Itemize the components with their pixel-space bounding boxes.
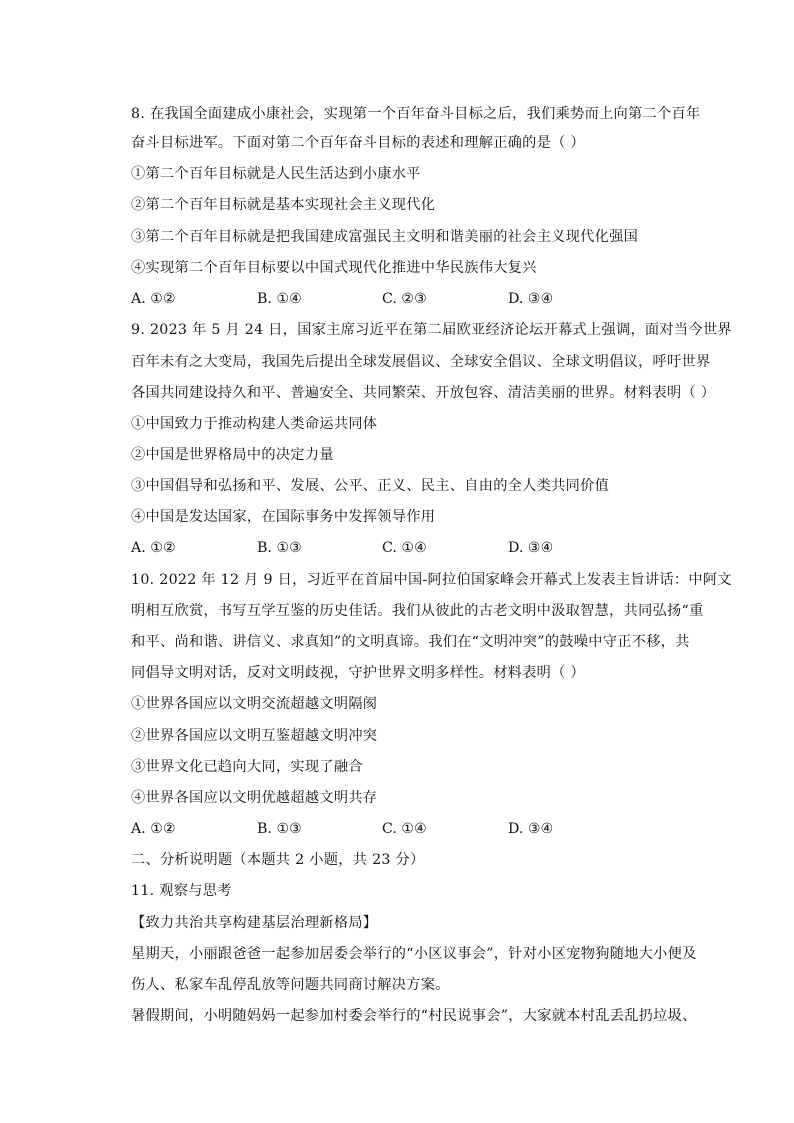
q10-statement-2: ②世界各国应以文明互鉴超越文明冲突 [131,728,378,744]
q10-statement-1: ①世界各国应以文明交流超越文明隔阂 [131,696,378,712]
q11-paragraph-1-line-1: 星期天，小丽跟爸爸一起参加居委会举行的“小区议事会”，针对小区宠物狗随地大小便及 [131,946,697,962]
q9-statement-2: ②中国是世界格局中的决定力量 [131,447,334,463]
q8-option-d[interactable]: D. ③④ [508,291,554,307]
q11-title: 11. 观察与思考 [131,883,232,899]
q10-stem-line-4: 同倡导文明对话，反对文明歧视，守护世界文明多样性。材料表明（ ） [131,665,585,681]
q11-paragraph-1-line-2: 伤人、私家车乱停乱放等问题共同商讨解决方案。 [131,977,450,993]
q9-statement-4: ④中国是发达国家，在国际事务中发挥领导作用 [131,509,436,525]
q9-option-a[interactable]: A. ①② [131,540,176,556]
q10-option-b[interactable]: B. ①③ [257,821,302,837]
q9-statement-1: ①中国致力于推动构建人类命运共同体 [131,416,378,432]
q11-subtitle: 【致力共治共享构建基层治理新格局】 [131,915,378,931]
q8-stem-line-2: 奋斗目标进军。下面对第二个百年奋斗目标的表述和理解正确的是（ ） [131,135,585,151]
q9-stem-line-3: 各国共同建设持久和平、普遍安全、共同繁荣、开放包容、清洁美丽的世界。材料表明（ ） [131,385,716,401]
q8-statement-3: ③第二个百年目标就是把我国建成富强民主文明和谐美丽的社会主义现代化强国 [131,229,639,245]
q10-option-c[interactable]: C. ①④ [382,821,427,837]
q8-statement-4: ④实现第二个百年目标要以中国式现代化推进中华民族伟大复兴 [131,260,537,276]
q10-statement-4: ④世界各国应以文明优越超越文明共存 [131,790,378,806]
q9-stem-line-1: 9. 2023 年 5 月 24 日，国家主席习近平在第二届欧亚经济论坛开幕式上强调，面对当今世界 [131,322,732,338]
q8-option-b[interactable]: B. ①④ [257,291,302,307]
q9-option-b[interactable]: B. ①③ [257,540,302,556]
q8-statement-1: ①第二个百年目标就是人民生活达到小康水平 [131,166,421,182]
q9-option-c[interactable]: C. ①④ [382,540,427,556]
q8-statement-2: ②第二个百年目标就是基本实现社会主义现代化 [131,197,436,213]
q10-stem-line-1: 10. 2022 年 12 月 9 日，习近平在首届中国-阿拉伯国家峰会开幕式上发表主旨讲话：中阿文 [131,572,732,588]
q10-stem-line-2: 明相互欣赏，书写互学互鉴的历史佳话。我们从彼此的古老文明中汲取智慧，共同弘扬“重 [131,603,704,619]
q9-stem-line-2: 百年未有之大变局，我国先后提出全球发展倡议、全球安全倡议、全球文明倡议，呼吁世界 [131,354,711,370]
q8-option-c[interactable]: C. ②③ [382,291,427,307]
q10-option-a[interactable]: A. ①② [131,821,176,837]
section-2-heading: 二、分析说明题（本题共 2 小题，共 23 分） [131,852,425,868]
q11-paragraph-2-line-1: 暑假期间，小明随妈妈一起参加村委会举行的“村民说事会”，大家就本村乱丢乱扔垃圾、 [131,1008,697,1024]
q10-statement-3: ③世界文化已趋向大同，实现了融合 [131,759,363,775]
q9-option-d[interactable]: D. ③④ [508,540,554,556]
q8-option-a[interactable]: A. ①② [131,291,176,307]
q9-statement-3: ③中国倡导和弘扬和平、发展、公平、正义、民主、自由的全人类共同价值 [131,478,610,494]
q10-option-d[interactable]: D. ③④ [508,821,554,837]
q10-stem-line-3: 和平、尚和谐、讲信义、求真知”的文明真谛。我们在“文明冲突”的鼓噪中守正不移，共 [131,634,690,650]
q8-stem-line-1: 8. 在我国全面建成小康社会，实现第一个百年奋斗目标之后，我们乘势而上向第二个百年 [131,106,701,122]
